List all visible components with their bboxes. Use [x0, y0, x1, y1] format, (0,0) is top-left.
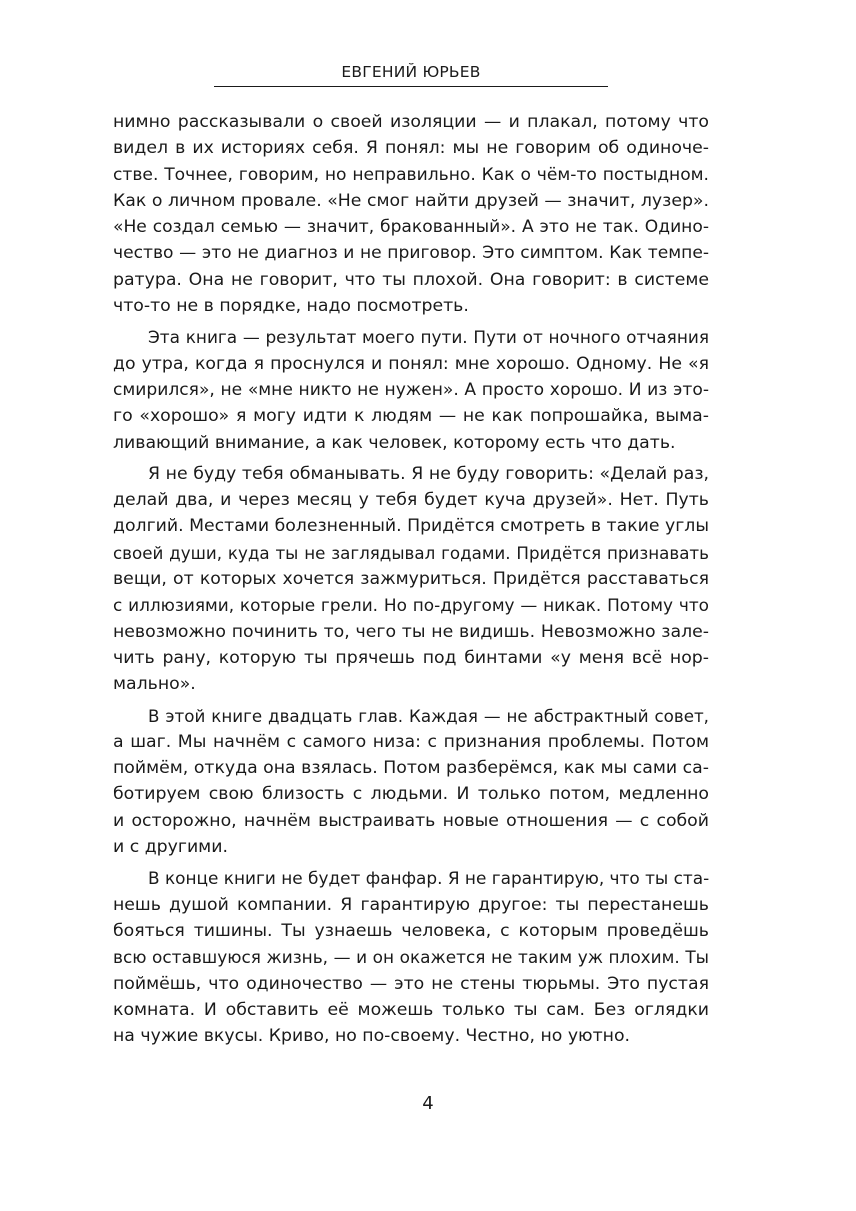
text-line: невозможно починить то, чего ты не видишь. Невозможно зале-: [113, 621, 709, 642]
text-line: и с другими.: [113, 837, 228, 858]
text-line: что-то не в порядке, надо посмотреть.: [113, 296, 469, 317]
text-line: комната. И обставить её можешь только ты сам. Без оглядки: [113, 999, 709, 1020]
text-line: Как о личном провале. «Не смог найти друзей — значит, лузер».: [113, 190, 709, 211]
text-line: долгий. Местами болезненный. Придётся смотреть в такие углы: [113, 516, 709, 537]
text-line: и осторожно, начнём выстраивать новые отношения — с собой: [113, 810, 709, 831]
text-line: го «хорошо» я могу идти к людям — не как попрошайка, выма-: [113, 406, 709, 427]
text-line: всю оставшуюся жизнь, — и он окажется не таким уж плохим. Ты: [113, 947, 709, 968]
text-line: с иллюзиями, которые грели. Но по-другому — никак. Потому что: [113, 595, 709, 616]
text-line: делай два, и через месяц у тебя будет куча друзей». Нет. Путь: [113, 490, 709, 511]
text-line: смирился», не «мне никто не нужен». А просто хорошо. И из это-: [113, 379, 709, 400]
text-line: ратура. Она не говорит, что ты плохой. Она говорит: в системе: [113, 269, 709, 290]
text-line: видел в их историях себя. Я понял: мы не говорим об одиноче-: [113, 138, 709, 159]
text-line: бояться тишины. Ты узнаешь человека, с которым проведёшь: [113, 920, 709, 941]
text-line: поймём, откуда она взялась. Потом разберёмся, как мы сами са-: [113, 758, 709, 779]
text-line: чество — это не диагноз и не приговор. Это симптом. Как темпе-: [113, 243, 709, 264]
text-line: Я не буду тебя обманывать. Я не буду говорить: «Делай раз,: [148, 463, 709, 484]
text-line: ливающий внимание, а как человек, которому есть что дать.: [113, 432, 676, 453]
text-line: стве. Точнее, говорим, но неправильно. Как о чём-то постыдном.: [113, 164, 709, 185]
text-line: до утра, когда я проснулся и понял: мне хорошо. Одному. Не «я: [113, 353, 709, 374]
text-line: нешь душой компании. Я гарантирую другое: ты перестанешь: [113, 894, 709, 915]
body-text: [113, 109, 709, 1049]
paragraph: [113, 865, 709, 1049]
text-line: В этой книге двадцать глав. Каждая — не абстрактный совет,: [148, 705, 709, 726]
text-line: на чужие вкусы. Криво, но по-своему. Честно, но уютно.: [113, 1026, 631, 1047]
page-number: 4: [422, 1093, 434, 1114]
running-header: [214, 62, 608, 87]
text-line: своей души, куда ты не заглядывал годами. Придётся признавать: [113, 542, 709, 563]
paragraph: [113, 703, 709, 861]
text-line: ботируем свою близость с людьми. И только потом, медленно: [113, 784, 709, 805]
paragraph: [113, 109, 709, 319]
text-line: а шаг. Мы начнём с самого низа: с признания проблемы. Потом: [113, 731, 709, 752]
text-line: нимно рассказывали о своей изоляции — и плакал, потому что: [113, 112, 709, 132]
text-line: чить рану, которую ты прячешь под бинтами «у меня всё нор-: [113, 647, 709, 668]
paragraph: [113, 461, 709, 698]
paragraph: [113, 324, 709, 455]
text-line: Эта книга — результат моего пути. Пути от ночного отчаяния: [148, 327, 709, 348]
text-line: поймёшь, что одиночество — это не стены тюрьмы. Это пустая: [113, 973, 709, 994]
text-line: мально».: [113, 674, 196, 695]
text-line: В конце книги не будет фанфар. Я не гарантирую, что ты ста-: [148, 868, 709, 889]
text-line: вещи, от которых хочется зажмуриться. Придётся расставаться: [113, 569, 709, 590]
text-line: «Не создал семью — значит, бракованный». А это не так. Одино-: [113, 217, 709, 238]
author-name: ЕВГЕНИЙ ЮРЬЕВ: [341, 63, 481, 81]
